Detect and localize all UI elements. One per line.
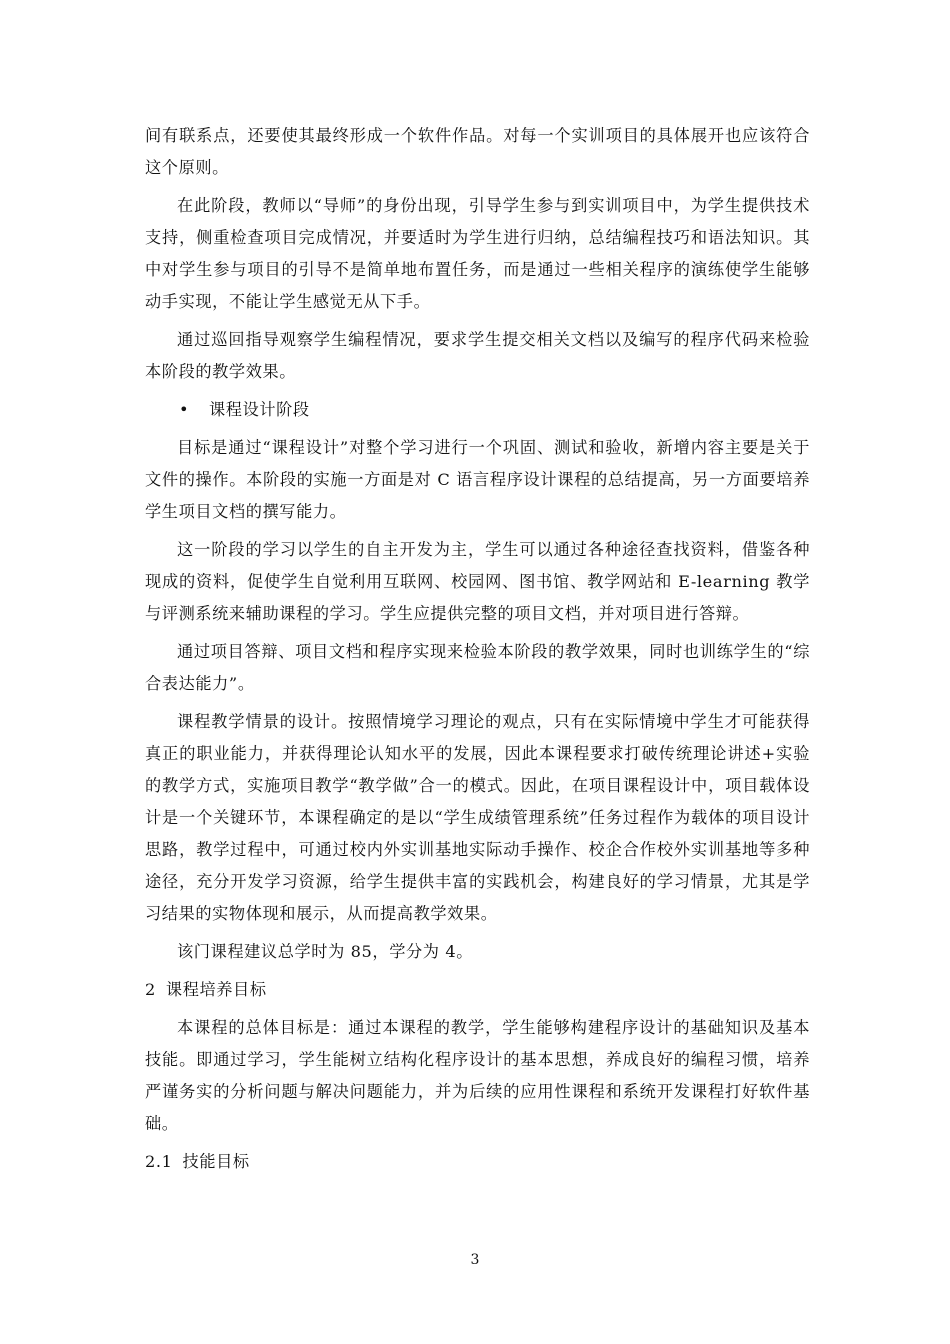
bullet-item-course-design bbox=[145, 394, 810, 426]
subsection-title: 技能目标 bbox=[182, 1152, 250, 1171]
paragraph-teaching-scenario: 课程教学情景的设计。按照情境学习理论的观点，只有在实际情境中学生才可能获得真正的职业能力，并获得理论认知水平的发展，因此本课程要求打破传统理论讲述+实验的教学方式，实施项目教学“教学做”合一的模式。因此，在项目课程设计中，项目载体设计是一个关键环节，本课程确定的是以“学生成绩管理系统”任务过程作为载体的项目设计思路，教学过程中，可通过校内外实训基地实际动手操作、校企合作校外实训基地等多种途径，充分开发学习资源，给学生提供丰富的实践机会，构建良好的学习情景，尤其是学习结果的实物体现和展示，从而提高教学效果。 bbox=[145, 712, 810, 923]
paragraph-continued: 间有联系点，还要使其最终形成一个软件作品。对每一个实训项目的具体展开也应该符合这个原则。 bbox=[145, 126, 810, 177]
section-heading-2 bbox=[145, 974, 810, 1006]
paragraph-credit-hours: 该门课程建议总学时为 85，学分为 4。 bbox=[177, 942, 473, 961]
paragraph-overall-goal: 本课程的总体目标是：通过本课程的教学，学生能够构建程序设计的基础知识及基本技能。即通过学习，学生能树立结构化程序设计的基本思想，养成良好的编程习惯，培养严谨务实的分析问题与解决问题能力，并为后续的应用性课程和系统开发课程打好软件基础。 bbox=[145, 1018, 810, 1133]
section-heading-2-1 bbox=[145, 1146, 810, 1178]
subsection-number: 2.1 bbox=[145, 1152, 173, 1171]
bullet-icon: • bbox=[179, 400, 189, 419]
page-number: 3 bbox=[470, 1252, 480, 1268]
paragraph-course-design-goal: 目标是通过“课程设计”对整个学习进行一个巩固、测试和验收，新增内容主要是关于文件的操作。本阶段的实施一方面是对 C 语言程序设计课程的总结提高，另一方面要培养学生项目文档的撰写能力。 bbox=[145, 438, 810, 521]
paragraph-evaluation: 通过巡回指导观察学生编程情况，要求学生提交相关文档以及编写的程序代码来检验本阶段的教学效果。 bbox=[145, 330, 810, 381]
section-number: 2 bbox=[145, 980, 156, 999]
page-content bbox=[145, 120, 810, 1184]
paragraph-defense: 通过项目答辩、项目文档和程序实现来检验本阶段的教学效果，同时也训练学生的“综合表达能力”。 bbox=[145, 642, 810, 693]
bullet-text: 课程设计阶段 bbox=[209, 400, 310, 419]
section-title: 课程培养目标 bbox=[165, 980, 267, 999]
paragraph-self-development: 这一阶段的学习以学生的自主开发为主，学生可以通过各种途径查找资料，借鉴各种现成的资料，促使学生自觉利用互联网、校园网、图书馆、教学网站和 E-learning 教学与评测系统来辅助课程的学习。学生应提供完整的项目文档，并对项目进行答辩。 bbox=[145, 540, 810, 623]
paragraph-teacher-role: 在此阶段，教师以“导师”的身份出现，引导学生参与到实训项目中，为学生提供技术支持，侧重检查项目完成情况，并要适时为学生进行归纳，总结编程技巧和语法知识。其中对学生参与项目的引导不是简单地布置任务，而是通过一些相关程序的演练使学生能够动手实现，不能让学生感觉无从下手。 bbox=[145, 196, 810, 311]
